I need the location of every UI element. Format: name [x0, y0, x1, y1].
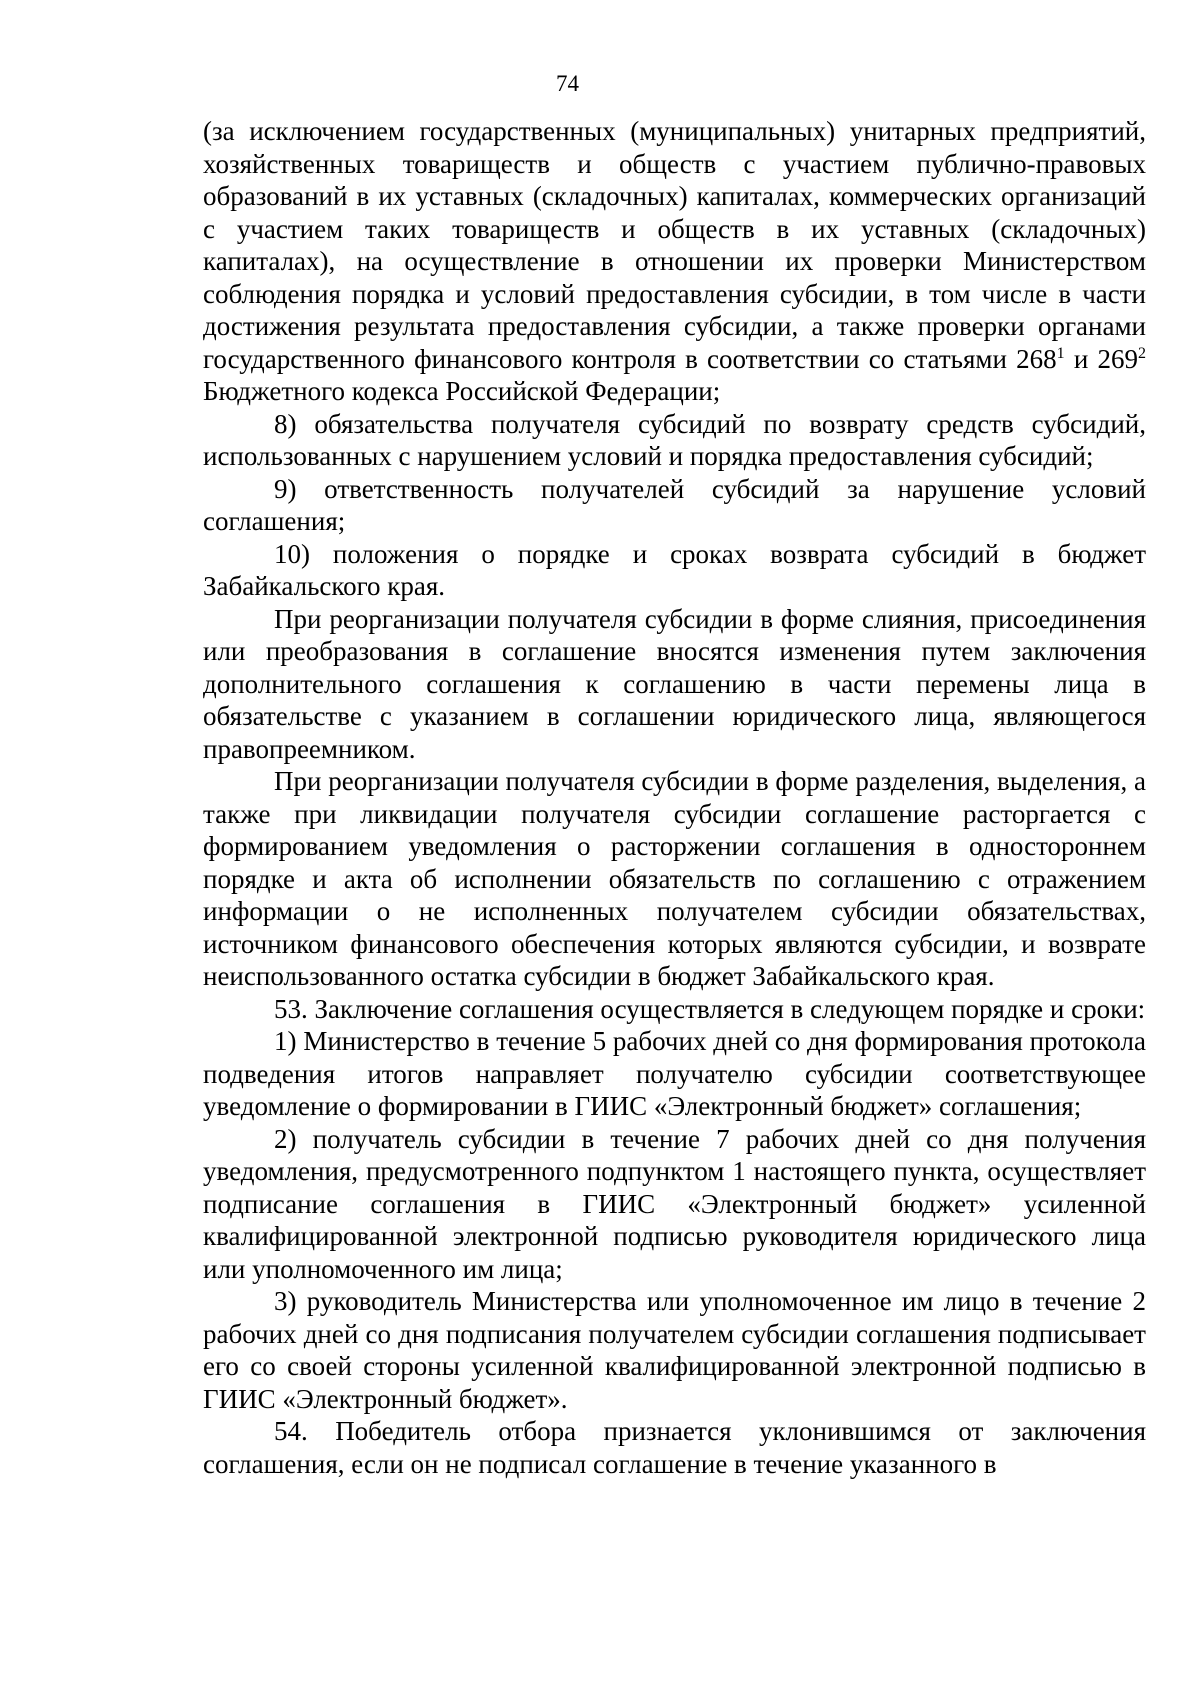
list-item-8: 8) обязательства получателя субсидий по возврату средств субсидий, использованных с нарушением условий и порядка предоставления субсидий; [203, 408, 1146, 471]
paragraph-text: и 269 [1064, 343, 1138, 374]
page-number: 74 [556, 71, 579, 96]
list-item-10: 10) положения о порядке и сроках возврата субсидий в бюджет Забайкальского края. [203, 538, 1146, 601]
list-item-9: 9) ответственность получателей субсидий за нарушение условий соглашения; [203, 473, 1146, 536]
section-53-item-3: 3) руководитель Министерства или уполномоченное им лицо в течение 2 рабочих дней со дня подписания получателем субсидии соглашения подписывает его со своей стороны усиленной квалифицированной электронной подписью в ГИИС «Электронный бюджет». [203, 1286, 1146, 1414]
paragraph-text: Бюджетного кодекса Российской Федерации; [203, 376, 721, 406]
section-54: 54. Победитель отбора признается уклонившимся от заключения соглашения, если он не подписал соглашение в течение указанного в [203, 1416, 1146, 1479]
superscript: 1 [1056, 344, 1065, 362]
section-53-item-2: 2) получатель субсидии в течение 7 рабочих дней со дня получения уведомления, предусмотренного подпунктом 1 настоящего пункта, осуществляет подписание соглашения в ГИИС «Электронный бюджет» усиленной квалифицированной электронной подписью руководителя юридического лица или уполномоченного им лица; [203, 1123, 1146, 1284]
section-53-item-1: 1) Министерство в течение 5 рабочих дней со дня формирования протокола подведения итогов направляет получателю субсидии соответствующее уведомление о формировании в ГИИС «Электронный бюджет» соглашения; [203, 1026, 1146, 1121]
paragraph-reorganization-division: При реорганизации получателя субсидии в форме разделения, выделения, а также при ликвидации получателя субсидии соглашение расторгается с формированием уведомления о расторжении соглашения в одностороннем порядке и акта об исполнении обязательств по соглашению с отражением информации о не исполненных получателем субсидии обязательствах, источником финансового обеспечения которых являются субсидии, и возврате неиспользованного остатка субсидии в бюджет Забайкальского края. [203, 766, 1146, 991]
section-53-heading: 53. Заключение соглашения осуществляется в следующем порядке и сроки: [274, 993, 1146, 1024]
document-body [203, 115, 1146, 1480]
paragraph-continuation [203, 115, 1146, 408]
paragraph-text: (за исключением государственных (муниципальных) унитарных предприятий, хозяйственных товариществ и обществ с участием публично-правовых образований в их уставных (складочных) капиталах, коммерческих организаций с участием таких товариществ и обществ в их уставных (складочных) капиталах), на осуществление в отношении их проверки Министерством соблюдения порядка и условий предоставления субсидии, в том числе в части достижения результата предоставления субсидии, а также проверки органами государственного финансового контроля в соответствии со статьями 268 [203, 116, 1146, 374]
superscript: 2 [1138, 344, 1146, 362]
paragraph-reorganization-merger: При реорганизации получателя субсидии в форме слияния, присоединения или преобразования в соглашение вносятся изменения путем заключения дополнительного соглашения к соглашению в части перемены лица в обязательстве с указанием в соглашении юридического лица, являющегося правопреемником. [203, 603, 1146, 764]
